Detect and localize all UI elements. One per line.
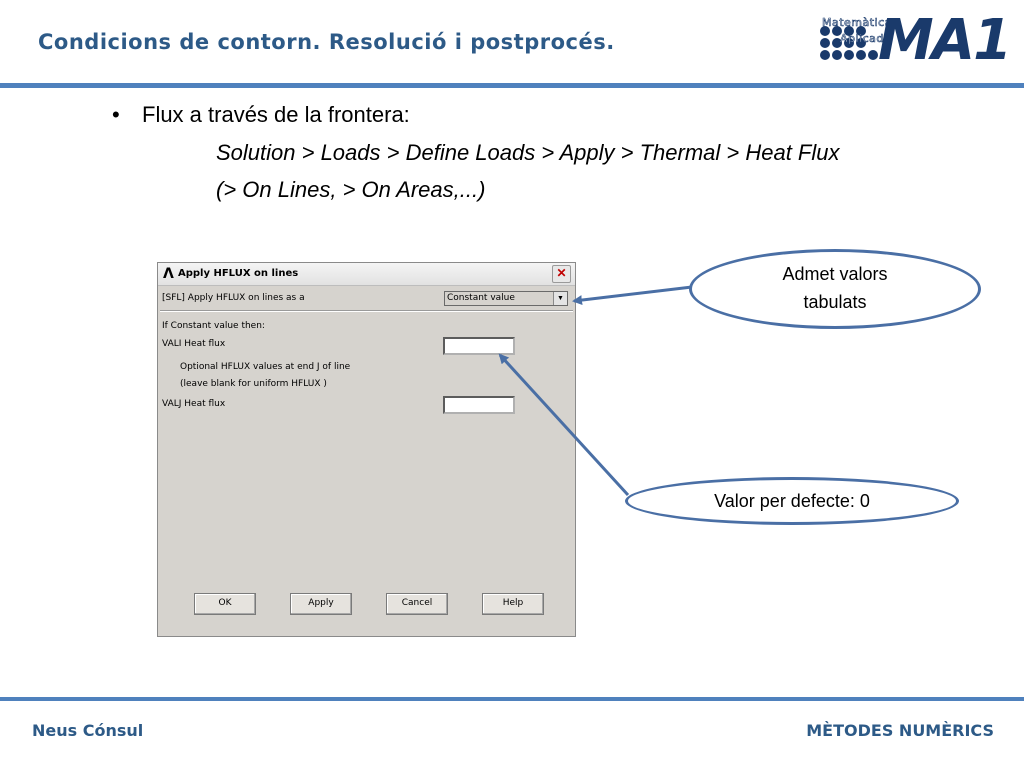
callout-tabular-values — [689, 249, 981, 329]
header-divider — [0, 83, 1024, 88]
callout-tabular-line1: Admet valors — [782, 264, 888, 284]
callout-tabular-line2: tabulats — [803, 292, 867, 312]
menu-path-line: Solution > Loads > Define Loads > Apply > Thermal > Heat Flux — [216, 140, 840, 165]
vali-label: VALI Heat flux — [162, 339, 226, 349]
logo-dot — [832, 50, 842, 60]
bullet-heading — [112, 102, 410, 128]
apply-button[interactable]: Apply — [290, 593, 352, 615]
optional-hint-line1: Optional HFLUX values at end J of line — [180, 362, 351, 372]
footer-author: Neus Cónsul — [32, 721, 144, 740]
logo-dot — [856, 50, 866, 60]
chevron-down-icon[interactable]: ▼ — [553, 292, 567, 305]
logo-dot — [820, 38, 830, 48]
slide-title: Condicions de contorn. Resolució i postprocés. — [38, 30, 615, 54]
bullet-glyph: • — [112, 102, 120, 127]
dialog-title: Apply HFLUX on lines — [178, 268, 299, 279]
ma1-logo — [818, 8, 1011, 73]
footer-divider — [0, 697, 1024, 701]
logo-word-matematica: Matemàtica — [822, 16, 892, 29]
apply-as-dropdown[interactable] — [444, 291, 568, 306]
ansys-logo-icon: Λ — [163, 266, 174, 282]
close-button[interactable]: ✕ — [552, 265, 571, 283]
cancel-button[interactable]: Cancel — [386, 593, 448, 615]
vali-input[interactable] — [443, 337, 515, 355]
constant-hint: If Constant value then: — [162, 321, 265, 331]
apply-as-value: Constant value — [447, 293, 515, 303]
optional-hint-line2: (leave blank for uniform HFLUX ) — [180, 379, 327, 389]
callout-default-value: Valor per defecte: 0 — [625, 477, 959, 525]
logo-dot — [868, 50, 878, 60]
apply-hflux-dialog — [157, 262, 576, 637]
heading-text: Flux a través de la frontera: — [142, 102, 410, 127]
logo-dot — [844, 50, 854, 60]
logo-dot — [820, 50, 830, 60]
dialog-separator — [160, 310, 573, 312]
logo-word-aplicada: Aplicada — [840, 32, 892, 45]
logo-mark: MA1 — [878, 8, 1011, 73]
valj-label: VALJ Heat flux — [162, 399, 226, 409]
help-button[interactable]: Help — [482, 593, 544, 615]
footer-course: MÈTODES NUMÈRICS — [806, 721, 994, 740]
apply-as-label: [SFL] Apply HFLUX on lines as a — [162, 293, 305, 303]
arrow-to-dropdown — [574, 287, 692, 301]
dialog-titlebar[interactable] — [158, 263, 575, 286]
ok-button[interactable]: OK — [194, 593, 256, 615]
valj-input[interactable] — [443, 396, 515, 414]
menu-path-options: (> On Lines, > On Areas,...) — [216, 177, 486, 202]
